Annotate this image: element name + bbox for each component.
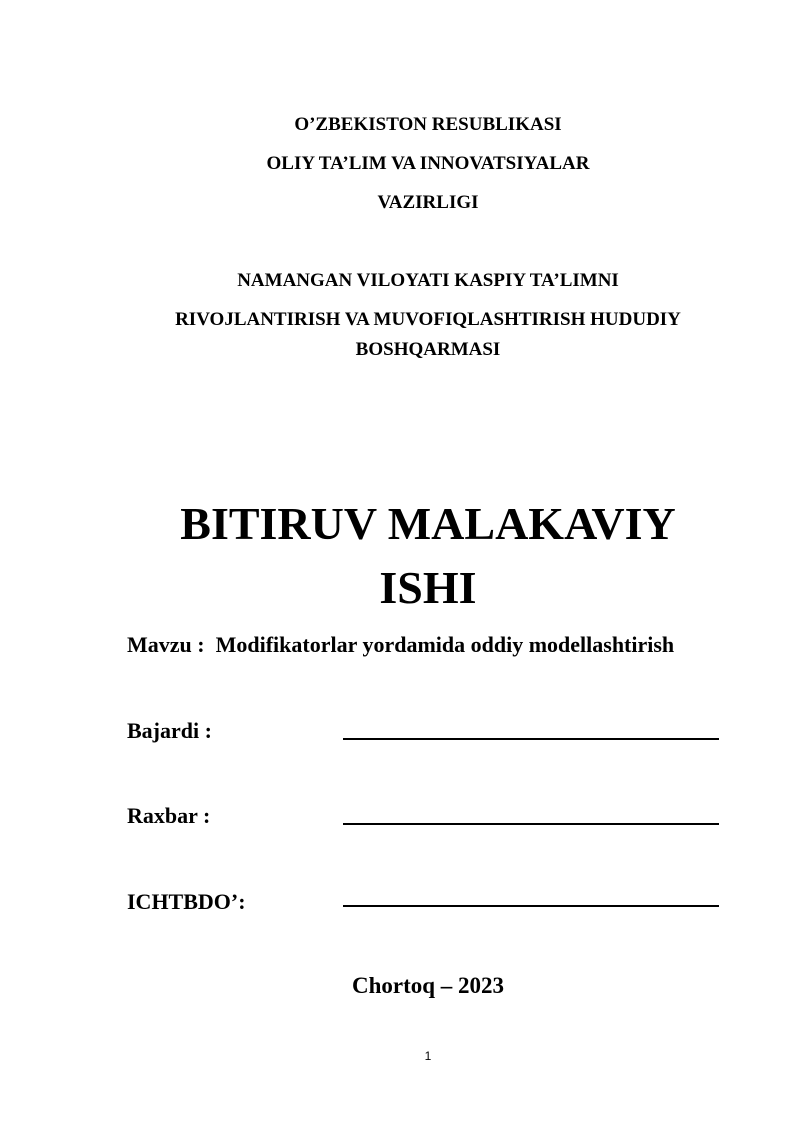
supervisor-signature-line bbox=[343, 823, 719, 825]
ministry-line-3: VAZIRLIGI bbox=[377, 192, 479, 213]
ministry-line-1: O’ZBEKISTON RESUBLIKASI bbox=[294, 114, 562, 135]
organization-line-1: NAMANGAN VILOYATI KASPIY TA’LIMNI bbox=[237, 270, 619, 291]
topic-row bbox=[127, 632, 674, 658]
document-title-line-2: ISHI bbox=[379, 562, 477, 613]
ichtbdo-signature-line bbox=[343, 905, 719, 907]
topic-label: Mavzu : bbox=[127, 632, 205, 657]
organization-line-2: RIVOJLANTIRISH VA MUVOFIQLASHTIRISH HUDUDIY bbox=[175, 309, 681, 330]
supervisor-label: Raxbar : bbox=[127, 803, 211, 828]
document-title-line-1: BITIRUV MALAKAVIY bbox=[180, 498, 676, 549]
topic-value: Modifikatorlar yordamida oddiy modellashtirish bbox=[215, 632, 675, 657]
performer-signature-line bbox=[343, 738, 719, 740]
page-number: 1 bbox=[424, 1049, 432, 1063]
performer-label: Bajardi : bbox=[127, 718, 212, 743]
ichtbdo-label: ICHTBDO’: bbox=[127, 889, 246, 914]
organization-line-3: BOSHQARMASI bbox=[355, 339, 501, 360]
place-and-year: Chortoq – 2023 bbox=[351, 973, 505, 998]
ministry-line-2: OLIY TA’LIM VA INNOVATSIYALAR bbox=[266, 153, 590, 174]
